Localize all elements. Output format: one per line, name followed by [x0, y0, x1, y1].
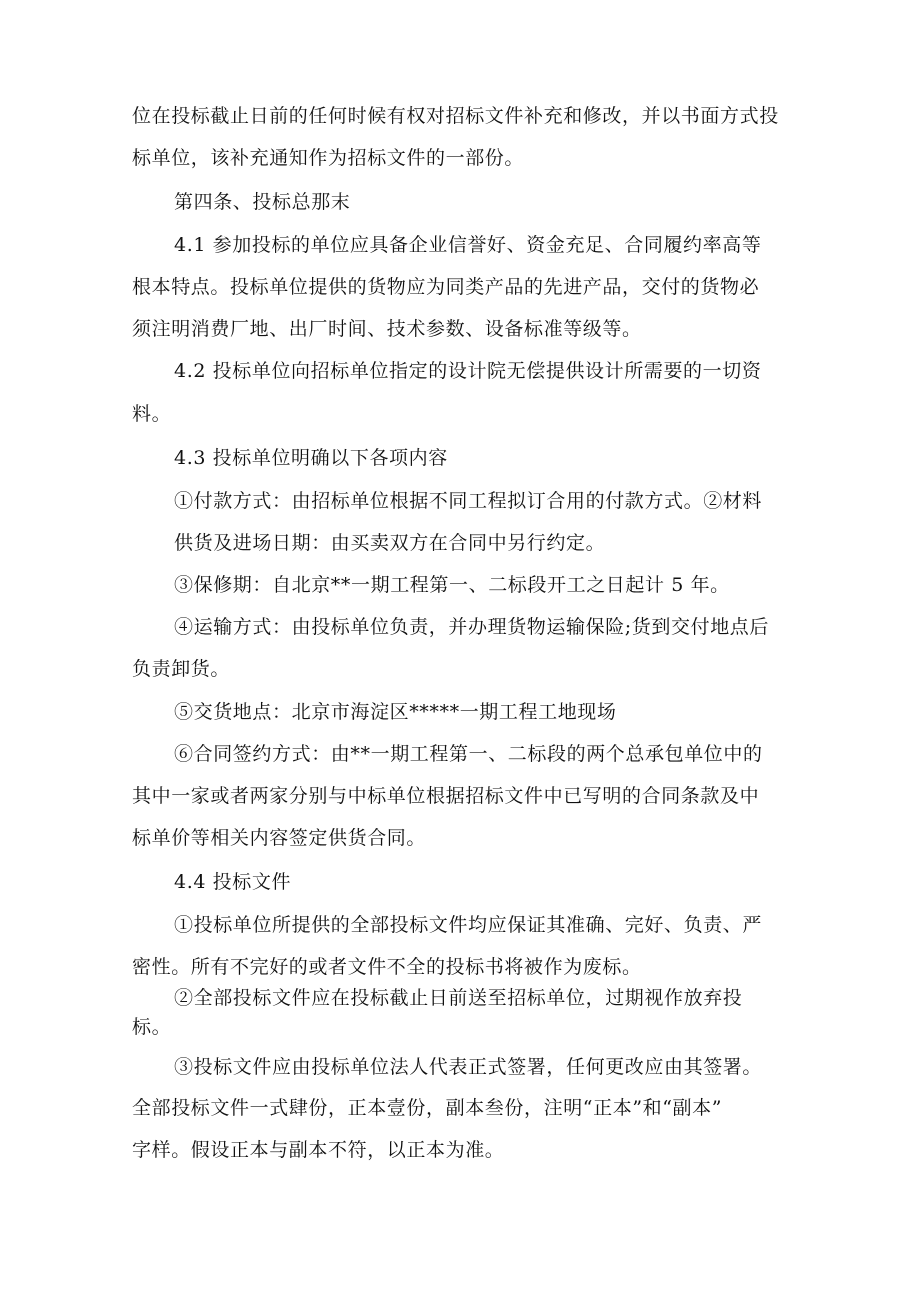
clause-4-1-line-1: 4.1 参加投标的单位应具备企业信誉好、资金充足、合同履约率高等 [174, 234, 762, 256]
clause-4-4-heading: 4.4 投标文件 [174, 871, 292, 893]
clause-4-3-item-4-line-2: 负责卸货。 [132, 658, 231, 680]
clause-4-4-item-1-line-1: ①投标单位所提供的全部投标文件均应保证其准确、完好、负责、严 [174, 914, 763, 936]
clause-4-4-item-2-line-2: 标。 [132, 1016, 172, 1038]
article-heading: 第四条、投标总那末 [174, 191, 351, 213]
clause-4-3-item-5: ⑤交货地点：北京市海淀区*****一期工程工地现场 [174, 701, 617, 723]
clause-4-4-item-3-line-2: 全部投标文件一式肆份，正本壹份，副本叁份，注明“正本”和“副本” [132, 1097, 723, 1119]
clause-4-2-line-1: 4.2 投标单位向招标单位指定的设计院无偿提供设计所需要的一切资 [174, 360, 762, 382]
clause-4-3-heading: 4.3 投标单位明确以下各项内容 [174, 447, 448, 469]
clause-4-2-line-2: 料。 [132, 403, 172, 425]
clause-4-1-line-3: 须注明消费厂地、出厂时间、技术参数、设备标准等级等。 [132, 318, 642, 340]
clause-4-3-item-6-line-3: 标单价等相关内容签定供货合同。 [132, 827, 427, 849]
clause-4-3-items-1-2-line-1: ①付款方式：由招标单位根据不同工程拟订合用的付款方式。②材料 [174, 490, 763, 512]
clause-4-4-item-3-line-3: 字样。假设正本与副本不符，以正本为准。 [132, 1139, 505, 1161]
clause-4-3-item-6-line-1: ⑥合同签约方式：由**一期工程第一、二标段的两个总承包单位中的 [174, 743, 763, 765]
clause-4-3-item-6-line-2: 其中一家或者两家分别与中标单位根据招标文件中已写明的合同条款及中 [132, 785, 760, 807]
clause-4-3-items-1-2-line-2: 供货及进场日期：由买卖双方在合同中另行约定。 [174, 532, 606, 554]
clause-4-3-item-4-line-1: ④运输方式：由投标单位负责，并办理货物运输保险;货到交付地点后 [174, 616, 770, 638]
clause-4-1-line-2: 根本特点。投标单位提供的货物应为同类产品的先进产品，交付的货物必 [132, 276, 760, 298]
clause-4-4-item-3-line-1: ③投标文件应由投标单位法人代表正式签署，任何更改应由其签署。 [174, 1056, 763, 1078]
intro-line-1: 位在投标截止日前的任何时候有权对招标文件补充和修改，并以书面方式投 [132, 105, 779, 127]
intro-line-2: 标单位，该补充通知作为招标文件的一部份。 [132, 147, 525, 169]
clause-4-4-item-2-line-1: ②全部投标文件应在投标截止日前送至招标单位，过期视作放弃投 [174, 987, 743, 1009]
clause-4-3-item-3: ③保修期：自北京**一期工程第一、二标段开工之日起计 5 年。 [174, 574, 730, 596]
clause-4-4-item-1-line-2: 密性。所有不完好的或者文件不全的投标书将被作为废标。 [132, 956, 642, 978]
